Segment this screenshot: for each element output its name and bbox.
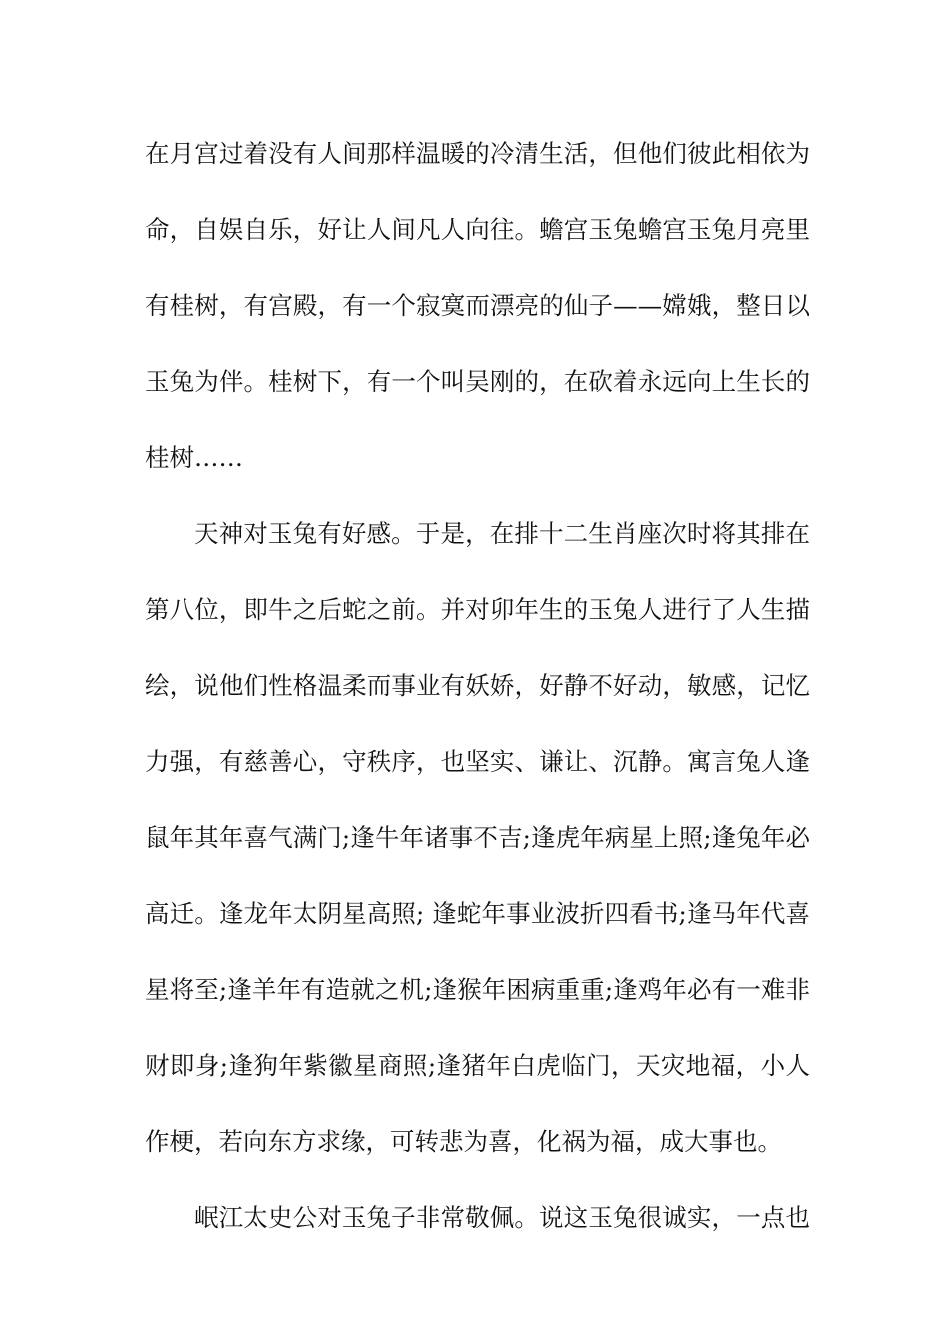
text-line: 桂树……	[145, 443, 243, 472]
text-line: 星将至;逢羊年有造就之机;逢猴年困病重重;逢鸡年必有一难非	[145, 975, 810, 1004]
text-line: 在月宫过着没有人间那样温暖的冷清生活，但他们彼此相依为	[145, 139, 810, 168]
text-line: 高迁。逢龙年太阴星高照; 逢蛇年事业波折四看书;逢马年代喜	[145, 899, 810, 928]
text-line: 第八位，即牛之后蛇之前。并对卯年生的玉兔人进行了人生描	[145, 595, 810, 624]
text-line: 命，自娱自乐，好让人间凡人向往。蟾宫玉兔蟾宫玉兔月亮里	[145, 215, 810, 244]
text-line: 力强，有慈善心，守秩序，也坚实、谦让、沉静。寓言兔人逢	[145, 747, 810, 776]
text-line: 财即身;逢狗年紫徽星商照;逢猪年白虎临门，天灾地福，小人	[145, 1051, 810, 1080]
text-line: 天神对玉兔有好感。于是，在排十二生肖座次时将其排在	[194, 519, 810, 548]
text-line: 绘，说他们性格温柔而事业有妖娇，好静不好动，敏感，记忆	[145, 671, 810, 700]
text-line: 岷江太史公对玉兔子非常敬佩。说这玉兔很诚实，一点也	[194, 1203, 810, 1232]
body-text	[145, 129, 810, 1269]
text-line: 鼠年其年喜气满门;逢牛年诸事不吉;逢虎年病星上照;逢兔年必	[145, 823, 810, 852]
text-line: 有桂树，有宫殿，有一个寂寞而漂亮的仙子——嫦娥，整日以	[145, 291, 810, 320]
text-line: 玉兔为伴。桂树下，有一个叫吴刚的，在砍着永远向上生长的	[145, 367, 810, 396]
text-line: 作梗，若向东方求缘，可转悲为喜，化祸为福，成大事也。	[145, 1127, 782, 1156]
